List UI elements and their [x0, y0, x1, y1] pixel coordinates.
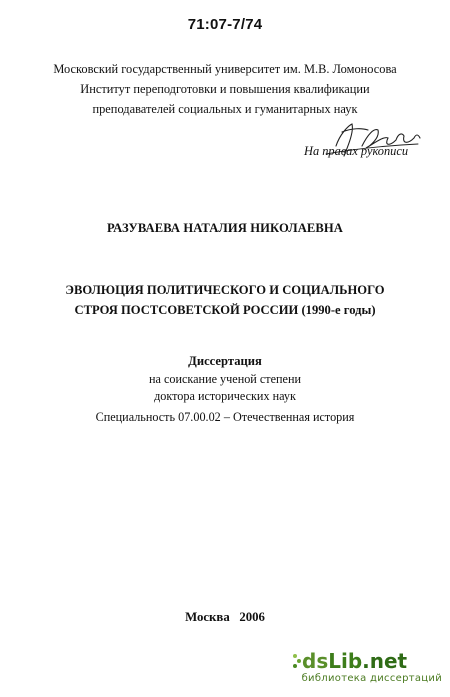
degree-line-2: доктора исторических наук	[154, 389, 296, 403]
handwritten-signature	[318, 116, 428, 168]
institution-line-3: преподавателей социальных и гуманитарных наук	[92, 102, 358, 116]
logo-net: .net	[362, 649, 408, 673]
institution-line-2: Институт переподготовки и повышения квалификации	[80, 82, 370, 96]
dissertation-label: Диссертация	[188, 354, 262, 368]
thesis-title-line-1: ЭВОЛЮЦИЯ ПОЛИТИЧЕСКОГО И СОЦИАЛЬНОГО	[65, 283, 385, 297]
logo-lib: Lib	[328, 649, 363, 673]
institution-line-1: Московский государственный университет им. М.В. Ломоносова	[53, 62, 397, 76]
dslib-watermark	[292, 649, 442, 689]
speciality-line: Специальность 07.00.02 – Отечественная история	[95, 410, 355, 424]
thesis-title-line-2: СТРОЯ ПОСТСОВЕТСКОЙ РОССИИ (1990-е годы)	[74, 303, 376, 317]
catalog-code: 71:07-7/74	[187, 16, 263, 33]
degree-line-1: на соискание ученой степени	[149, 372, 301, 386]
dslib-logo	[302, 649, 407, 673]
watermark-subtitle: библиотека диссертаций	[301, 673, 442, 684]
author-name: РАЗУВАЕВА НАТАЛИЯ НИКОЛАЕВНА	[106, 221, 343, 235]
place-and-year: Москва 2006	[185, 610, 265, 624]
dots-icon	[292, 653, 302, 669]
logo-ds: ds	[302, 649, 329, 673]
manuscript-rights-note: На правах рукописи	[304, 144, 409, 158]
